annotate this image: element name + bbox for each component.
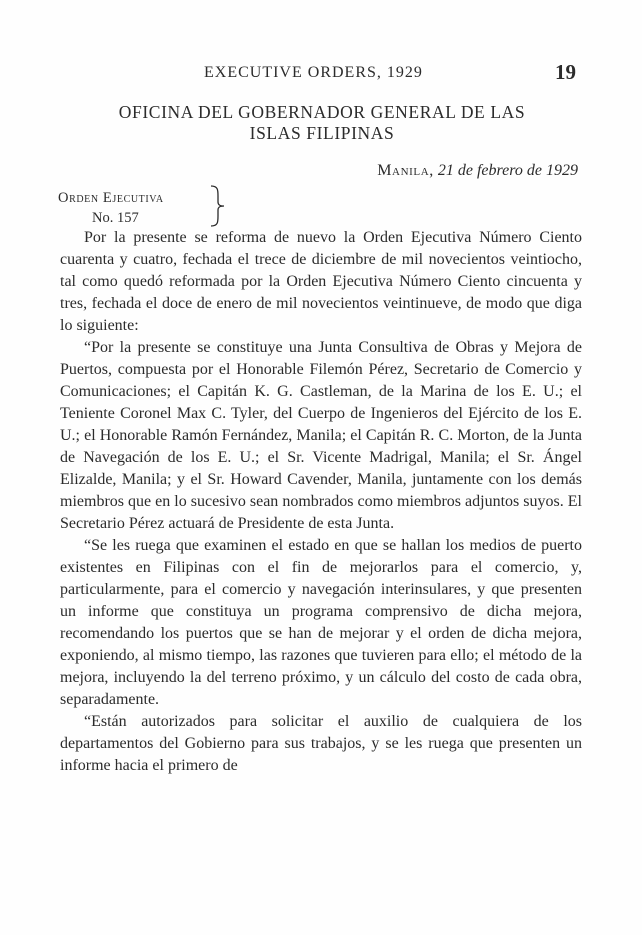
paragraph-board-composition: “Por la presente se constituye una Junta Consultiva de Obras y Mejora de Puertos, compuesta por el Honorable Filemón Pérez, Secretario de Comercio y Comunicaciones; el Capitán K. G. Castleman, de la Marina de los E. U.; el Teniente Coronel Max C. Tyler, del Cuerpo de Ingenieros del Ejército de los E. U.; el Honorable Ramón Fernández, Manila; el Capitán R. C. Morton, de la Junta de Navegación de los E. U.; el Sr. Vicente Madrigal, Manila; el Sr. Ángel Elizalde, Manila; y el Sr. Howard Cavender, Manila, juntamente con los demás miembros que en lo sucesivo sean nombrados como miembros adjuntos suyos. El Secretario Pérez actuará de Presidente de esta Junta.: [60, 339, 582, 532]
running-title: EXECUTIVE ORDERS, 1929: [204, 64, 423, 81]
paragraph-authorization: “Están autorizados para solicitar el auxilio de cualquiera de los departamentos del Gobierno para sus trabajos, y se les ruega que presenten un informe hacia el primero de: [60, 713, 582, 774]
office-title: [62, 102, 582, 144]
paragraph-preamble: Por la presente se reforma de nuevo la Orden Ejecutiva Número Ciento cuarenta y cuatro, fechada el trece de diciembre de mil novecientos veintiocho, tal como quedó reformada por la Orden Ejecutiva Número Ciento cincuenta y tres, fechada el doce de enero de mil novecientos veintinueve, de modo que diga lo siguiente:: [60, 229, 582, 334]
dateline-place: Manila,: [377, 162, 434, 179]
order-label: [58, 188, 164, 228]
office-title-line-2: ISLAS FILIPINAS: [249, 123, 395, 143]
paragraph-board-duties: “Se les ruega que examinen el estado en que se hallan los medios de puerto existentes en Filipinas con el fin de mejorarlos para el comercio, y, particularmente, para el comercio y navegación interinsulares, y que presenten un informe que constituya un programa comprensivo de dicha mejora, recomendando los puertos que se han de mejorar y el orden de dicha mejora, exponiendo, al mismo tiempo, las razones que tuvieren para ello; el método de la mejora, incluyendo la del terreno próximo, y un cálculo del costo de cada obra, separadamente.: [60, 537, 582, 708]
running-head: [62, 62, 582, 84]
dateline: [377, 162, 578, 180]
page-number: 19: [555, 60, 576, 84]
order-number: No. 157: [92, 210, 139, 226]
office-title-line-1: OFICINA DEL GOBERNADOR GENERAL DE LAS: [118, 102, 526, 122]
dateline-date: 21 de febrero de 1929: [437, 162, 578, 179]
brace-icon: [208, 184, 226, 228]
order-body: [60, 227, 582, 777]
order-kind: Orden Ejecutiva: [58, 190, 164, 206]
